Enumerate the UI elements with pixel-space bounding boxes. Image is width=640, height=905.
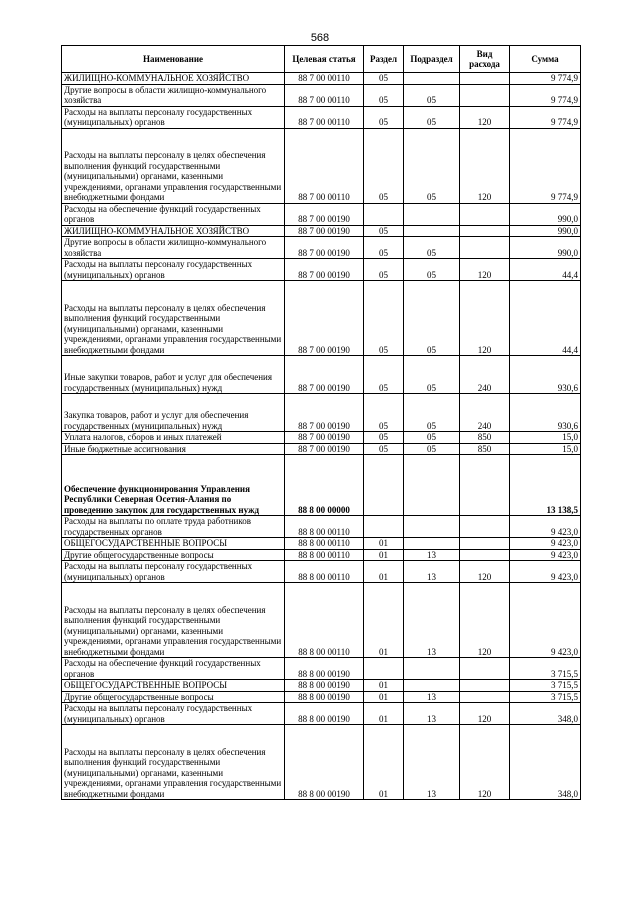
table-cell-amount: 990,0	[510, 237, 581, 259]
table-cell-target: 88 8 00 00110	[285, 549, 364, 561]
table-cell-section: 05	[364, 225, 404, 237]
table-cell-section: 05	[364, 432, 404, 444]
table-cell-section: 05	[364, 73, 404, 85]
table-cell-expense-type: 240	[460, 356, 510, 394]
table-cell-amount: 930,6	[510, 394, 581, 432]
table-cell-name: Уплата налогов, сборов и иных платежей	[62, 432, 285, 444]
table-cell-subsection: 05	[404, 281, 460, 356]
table-cell-subsection	[404, 658, 460, 680]
table-cell-subsection: 05	[404, 259, 460, 281]
table-cell-target: 88 8 00 00110	[285, 583, 364, 658]
table-cell-subsection	[404, 73, 460, 85]
table-row	[62, 356, 581, 394]
table-cell-target: 88 7 00 00110	[285, 128, 364, 203]
header-target: Целевая статья	[285, 46, 364, 73]
table-cell-name: ЖИЛИЩНО-КОММУНАЛЬНОЕ ХОЗЯЙСТВО	[62, 225, 285, 237]
table-cell-target: 88 8 00 00110	[285, 561, 364, 583]
table-cell-amount: 9 774,9	[510, 128, 581, 203]
budget-table	[61, 45, 581, 800]
table-row	[62, 432, 581, 444]
table-row	[62, 516, 581, 538]
table-cell-target: 88 7 00 00190	[285, 259, 364, 281]
table-cell-target: 88 8 00 00110	[285, 538, 364, 550]
table-cell-amount: 9 774,9	[510, 106, 581, 128]
table-cell-name: Другие общегосударственные вопросы	[62, 549, 285, 561]
table-row	[62, 225, 581, 237]
table-cell-amount: 9 423,0	[510, 538, 581, 550]
table-cell-section: 05	[364, 106, 404, 128]
table-cell-amount: 15,0	[510, 432, 581, 444]
table-cell-expense-type: 240	[460, 394, 510, 432]
table-cell-section: 05	[364, 128, 404, 203]
table-cell-target: 88 7 00 00110	[285, 73, 364, 85]
table-cell-target: 88 7 00 00190	[285, 281, 364, 356]
table-cell-subsection	[404, 203, 460, 225]
table-cell-name: Расходы на выплаты персоналу государственных (муниципальных) органов	[62, 561, 285, 583]
table-cell-name: Расходы на обеспечение функций государственных органов	[62, 203, 285, 225]
table-cell-target: 88 8 00 00190	[285, 725, 364, 800]
table-cell-name: ЖИЛИЩНО-КОММУНАЛЬНОЕ ХОЗЯЙСТВО	[62, 73, 285, 85]
table-cell-expense-type: 850	[460, 432, 510, 444]
table-cell-target: 88 7 00 00110	[285, 106, 364, 128]
table-cell-section: 01	[364, 583, 404, 658]
table-cell-section: 01	[364, 549, 404, 561]
table-cell-expense-type: 850	[460, 443, 510, 455]
table-cell-amount: 9 423,0	[510, 516, 581, 538]
table-cell-subsection	[404, 455, 460, 516]
table-cell-name: Другие вопросы в области жилищно-коммунального хозяйства	[62, 237, 285, 259]
table-cell-name: Расходы на обеспечение функций государственных органов	[62, 658, 285, 680]
table-cell-section: 05	[364, 356, 404, 394]
table-cell-expense-type: 120	[460, 703, 510, 725]
table-cell-section: 05	[364, 237, 404, 259]
table-cell-expense-type	[460, 549, 510, 561]
table-row	[62, 259, 581, 281]
table-cell-amount: 3 715,5	[510, 691, 581, 703]
table-cell-name: Иные закупки товаров, работ и услуг для обеспечения государственных (муниципальных) нужд	[62, 356, 285, 394]
table-cell-name: Другие общегосударственные вопросы	[62, 691, 285, 703]
table-cell-name: Обеспечение функционирования Управления Республики Северная Осетия-Алания по проведению закупок для государственных нужд	[62, 455, 285, 516]
table-cell-target: 88 7 00 00190	[285, 432, 364, 444]
table-row	[62, 680, 581, 692]
table-cell-expense-type: 120	[460, 106, 510, 128]
table-cell-subsection: 05	[404, 443, 460, 455]
table-cell-section: 01	[364, 703, 404, 725]
table-cell-subsection: 05	[404, 84, 460, 106]
table-cell-amount: 9 423,0	[510, 561, 581, 583]
table-cell-amount: 15,0	[510, 443, 581, 455]
table-cell-expense-type	[460, 237, 510, 259]
table-row	[62, 281, 581, 356]
table-cell-amount: 9 423,0	[510, 549, 581, 561]
table-cell-section: 01	[364, 680, 404, 692]
table-cell-name: Расходы на выплаты персоналу в целях обеспечения выполнения функций государственными (муниципальными) органами, казенными учреждениями, органами управления государственными внебюджетными фондами	[62, 128, 285, 203]
table-cell-section: 05	[364, 84, 404, 106]
table-cell-subsection	[404, 516, 460, 538]
table-cell-subsection: 13	[404, 583, 460, 658]
table-cell-expense-type	[460, 455, 510, 516]
table-cell-name: Расходы на выплаты персоналу государственных (муниципальных) органов	[62, 259, 285, 281]
table-cell-name: Расходы на выплаты по оплате труда работников государственных органов	[62, 516, 285, 538]
table-cell-subsection: 13	[404, 561, 460, 583]
table-cell-subsection: 05	[404, 128, 460, 203]
table-cell-expense-type	[460, 203, 510, 225]
table-cell-name: Расходы на выплаты персоналу государственных (муниципальных) органов	[62, 106, 285, 128]
table-cell-amount: 930,6	[510, 356, 581, 394]
table-cell-target: 88 8 00 00190	[285, 680, 364, 692]
table-row	[62, 658, 581, 680]
table-row	[62, 128, 581, 203]
table-cell-name: Другие вопросы в области жилищно-коммунального хозяйства	[62, 84, 285, 106]
table-cell-section	[364, 658, 404, 680]
table-cell-name: Закупка товаров, работ и услуг для обеспечения государственных (муниципальных) нужд	[62, 394, 285, 432]
table-cell-target: 88 7 00 00190	[285, 443, 364, 455]
table-cell-subsection: 13	[404, 703, 460, 725]
table-cell-section: 01	[364, 538, 404, 550]
table-cell-target: 88 8 00 00000	[285, 455, 364, 516]
table-cell-name: Расходы на выплаты персоналу государственных (муниципальных) органов	[62, 703, 285, 725]
table-cell-name: Расходы на выплаты персоналу в целях обеспечения выполнения функций государственными (муниципальными) органами, казенными учреждениями, органами управления государственными внебюджетными фондами	[62, 281, 285, 356]
table-cell-subsection: 05	[404, 356, 460, 394]
table-cell-section	[364, 203, 404, 225]
table-cell-subsection: 05	[404, 106, 460, 128]
table-cell-expense-type	[460, 538, 510, 550]
table-cell-amount: 3 715,5	[510, 658, 581, 680]
table-row	[62, 455, 581, 516]
table-row	[62, 549, 581, 561]
table-cell-expense-type	[460, 680, 510, 692]
table-cell-section: 05	[364, 259, 404, 281]
table-cell-subsection: 13	[404, 725, 460, 800]
table-cell-expense-type	[460, 84, 510, 106]
header-section: Раздел	[364, 46, 404, 73]
table-cell-amount: 990,0	[510, 225, 581, 237]
header-amount: Сумма	[510, 46, 581, 73]
table-cell-name: Расходы на выплаты персоналу в целях обеспечения выполнения функций государственными (муниципальными) органами, казенными учреждениями, органами управления государственными внебюджетными фондами	[62, 725, 285, 800]
table-cell-section: 05	[364, 443, 404, 455]
table-cell-section	[364, 455, 404, 516]
table-cell-name: ОБЩЕГОСУДАРСТВЕННЫЕ ВОПРОСЫ	[62, 680, 285, 692]
table-cell-amount: 3 715,5	[510, 680, 581, 692]
table-cell-target: 88 7 00 00190	[285, 225, 364, 237]
table-cell-target: 88 7 00 00110	[285, 84, 364, 106]
table-cell-section	[364, 516, 404, 538]
table-cell-amount: 990,0	[510, 203, 581, 225]
table-cell-amount: 348,0	[510, 725, 581, 800]
table-cell-expense-type	[460, 73, 510, 85]
table-cell-target: 88 7 00 00190	[285, 356, 364, 394]
table-cell-amount: 44,4	[510, 281, 581, 356]
table-cell-target: 88 8 00 00110	[285, 516, 364, 538]
table-row	[62, 84, 581, 106]
table-cell-subsection	[404, 538, 460, 550]
table-cell-target: 88 7 00 00190	[285, 237, 364, 259]
table-row	[62, 703, 581, 725]
table-cell-target: 88 7 00 00190	[285, 203, 364, 225]
table-cell-expense-type: 120	[460, 725, 510, 800]
table-cell-section: 01	[364, 561, 404, 583]
table-row	[62, 203, 581, 225]
table-cell-subsection	[404, 225, 460, 237]
header-subsection: Подраздел	[404, 46, 460, 73]
table-row	[62, 106, 581, 128]
table-cell-subsection: 05	[404, 432, 460, 444]
table-cell-section: 01	[364, 691, 404, 703]
table-cell-subsection: 05	[404, 394, 460, 432]
table-cell-expense-type: 120	[460, 583, 510, 658]
table-cell-expense-type	[460, 658, 510, 680]
table-cell-subsection: 05	[404, 237, 460, 259]
table-cell-expense-type: 120	[460, 561, 510, 583]
table-row	[62, 538, 581, 550]
table-cell-amount: 9 423,0	[510, 583, 581, 658]
table-cell-expense-type	[460, 691, 510, 703]
table-header-row	[62, 46, 581, 73]
page-number: 568	[310, 32, 330, 44]
table-cell-amount: 9 774,9	[510, 73, 581, 85]
table-cell-target: 88 8 00 00190	[285, 691, 364, 703]
table-row	[62, 583, 581, 658]
table-row	[62, 237, 581, 259]
table-cell-subsection: 13	[404, 691, 460, 703]
table-cell-amount: 13 138,5	[510, 455, 581, 516]
table-row	[62, 725, 581, 800]
table-row	[62, 691, 581, 703]
table-cell-subsection	[404, 680, 460, 692]
table-cell-expense-type: 120	[460, 281, 510, 356]
table-row	[62, 561, 581, 583]
table-cell-name: ОБЩЕГОСУДАРСТВЕННЫЕ ВОПРОСЫ	[62, 538, 285, 550]
table-row	[62, 443, 581, 455]
table-cell-expense-type	[460, 516, 510, 538]
table-cell-section: 05	[364, 394, 404, 432]
table-cell-target: 88 8 00 00190	[285, 658, 364, 680]
table-cell-section: 05	[364, 281, 404, 356]
table-cell-amount: 9 774,9	[510, 84, 581, 106]
table-cell-expense-type: 120	[460, 128, 510, 203]
table-cell-expense-type	[460, 225, 510, 237]
table-row	[62, 73, 581, 85]
table-cell-amount: 44,4	[510, 259, 581, 281]
table-cell-section: 01	[364, 725, 404, 800]
header-name: Наименование	[62, 46, 285, 73]
table-cell-target: 88 8 00 00190	[285, 703, 364, 725]
table-cell-target: 88 7 00 00190	[285, 394, 364, 432]
header-expense-type: Вид расхода	[460, 46, 510, 73]
table-row	[62, 394, 581, 432]
table-cell-name: Иные бюджетные ассигнования	[62, 443, 285, 455]
table-cell-amount: 348,0	[510, 703, 581, 725]
table-cell-name: Расходы на выплаты персоналу в целях обеспечения выполнения функций государственными (муниципальными) органами, казенными учреждениями, органами управления государственными внебюджетными фондами	[62, 583, 285, 658]
table-cell-expense-type: 120	[460, 259, 510, 281]
table-cell-subsection: 13	[404, 549, 460, 561]
